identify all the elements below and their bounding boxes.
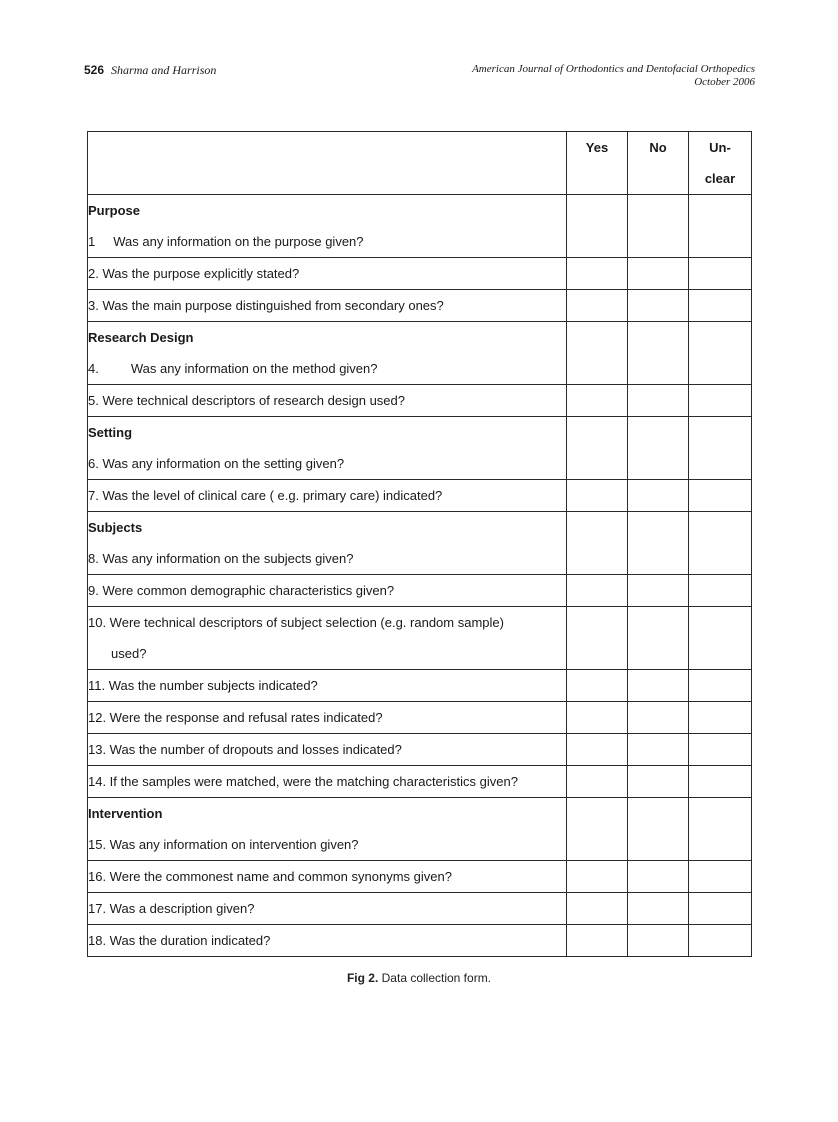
question-1: 1 Was any information on the purpose given? — [88, 234, 364, 249]
question-11: 11. Was the number subjects indicated? — [88, 678, 318, 693]
figure-label: Fig 2. — [346, 971, 379, 985]
question-cell — [88, 798, 567, 861]
issue-date: October 2006 — [694, 76, 755, 88]
table-row — [88, 575, 752, 607]
yes-checkbox-cell[interactable] — [567, 702, 628, 734]
no-checkbox-cell[interactable] — [628, 512, 689, 575]
question-cell — [88, 893, 567, 925]
question-cell — [88, 766, 567, 798]
section-heading-intervention: Intervention — [88, 806, 163, 821]
table-row — [88, 925, 752, 957]
yes-checkbox-cell[interactable] — [567, 766, 628, 798]
question-cell — [88, 290, 567, 322]
table-row — [88, 670, 752, 702]
table-row — [88, 893, 752, 925]
no-checkbox-cell[interactable] — [628, 258, 689, 290]
unclear-checkbox-cell[interactable] — [689, 798, 752, 861]
journal-title: American Journal of Orthodontics and Dentofacial Orthopedics — [472, 63, 755, 75]
running-header-left — [84, 63, 216, 78]
no-checkbox-cell[interactable] — [628, 290, 689, 322]
question-column-header — [88, 132, 567, 195]
no-column-header: No — [628, 132, 689, 195]
yes-checkbox-cell[interactable] — [567, 480, 628, 512]
question-12: 12. Were the response and refusal rates indicated? — [88, 710, 383, 725]
unclear-checkbox-cell[interactable] — [689, 480, 752, 512]
unclear-checkbox-cell[interactable] — [689, 893, 752, 925]
question-10-line1: 10. Were technical descriptors of subject selection (e.g. random sample) — [88, 615, 504, 630]
unclear-label-line2: clear — [704, 171, 736, 186]
unclear-checkbox-cell[interactable] — [689, 195, 752, 258]
table-row — [88, 258, 752, 290]
no-checkbox-cell[interactable] — [628, 195, 689, 258]
no-checkbox-cell[interactable] — [628, 734, 689, 766]
question-6: 6. Was any information on the setting given? — [88, 456, 345, 471]
question-7: 7. Was the level of clinical care ( e.g. primary care) indicated? — [88, 488, 443, 503]
yes-checkbox-cell[interactable] — [567, 893, 628, 925]
data-collection-form-table — [87, 131, 752, 957]
yes-checkbox-cell[interactable] — [567, 861, 628, 893]
question-cell — [88, 575, 567, 607]
question-13: 13. Was the number of dropouts and losses indicated? — [88, 742, 402, 757]
no-checkbox-cell[interactable] — [628, 322, 689, 385]
table-row — [88, 385, 752, 417]
unclear-checkbox-cell[interactable] — [689, 925, 752, 957]
yes-checkbox-cell[interactable] — [567, 322, 628, 385]
question-cell — [88, 258, 567, 290]
question-cell — [88, 417, 567, 480]
yes-checkbox-cell[interactable] — [567, 258, 628, 290]
question-9: 9. Were common demographic characteristics given? — [88, 583, 395, 598]
question-18: 18. Was the duration indicated? — [88, 933, 271, 948]
unclear-checkbox-cell[interactable] — [689, 417, 752, 480]
question-cell — [88, 607, 567, 670]
no-checkbox-cell[interactable] — [628, 893, 689, 925]
table-row — [88, 195, 752, 258]
table-row — [88, 798, 752, 861]
no-checkbox-cell[interactable] — [628, 702, 689, 734]
question-cell — [88, 925, 567, 957]
unclear-checkbox-cell[interactable] — [689, 322, 752, 385]
yes-checkbox-cell[interactable] — [567, 417, 628, 480]
section-heading-research-design: Research Design — [88, 330, 194, 345]
question-3: 3. Was the main purpose distinguished from secondary ones? — [88, 298, 444, 313]
unclear-checkbox-cell[interactable] — [689, 861, 752, 893]
question-cell — [88, 861, 567, 893]
unclear-checkbox-cell[interactable] — [689, 290, 752, 322]
yes-checkbox-cell[interactable] — [567, 670, 628, 702]
unclear-label-line1: Un- — [709, 140, 731, 155]
question-4: 4. Was any information on the method given? — [88, 361, 378, 376]
unclear-column-header — [689, 132, 752, 195]
question-2: 2. Was the purpose explicitly stated? — [88, 266, 300, 281]
table-row — [88, 766, 752, 798]
no-checkbox-cell[interactable] — [628, 670, 689, 702]
yes-checkbox-cell[interactable] — [567, 512, 628, 575]
no-checkbox-cell[interactable] — [628, 766, 689, 798]
no-checkbox-cell[interactable] — [628, 480, 689, 512]
running-header-right — [472, 63, 755, 89]
figure-caption-text: Data collection form. — [381, 971, 492, 985]
table-row — [88, 734, 752, 766]
unclear-checkbox-cell[interactable] — [689, 670, 752, 702]
no-checkbox-cell[interactable] — [628, 861, 689, 893]
table-header-row — [88, 132, 752, 195]
unclear-checkbox-cell[interactable] — [689, 575, 752, 607]
table-row — [88, 702, 752, 734]
yes-checkbox-cell[interactable] — [567, 925, 628, 957]
question-cell — [88, 322, 567, 385]
question-cell — [88, 702, 567, 734]
question-cell — [88, 512, 567, 575]
table-row — [88, 512, 752, 575]
unclear-checkbox-cell[interactable] — [689, 766, 752, 798]
question-15: 15. Was any information on intervention given? — [88, 837, 359, 852]
no-checkbox-cell[interactable] — [628, 607, 689, 670]
question-17: 17. Was a description given? — [88, 901, 255, 916]
question-cell — [88, 480, 567, 512]
question-10-line2: used? — [111, 646, 147, 661]
table-row — [88, 861, 752, 893]
unclear-checkbox-cell[interactable] — [689, 734, 752, 766]
yes-checkbox-cell[interactable] — [567, 734, 628, 766]
no-checkbox-cell[interactable] — [628, 417, 689, 480]
question-8: 8. Was any information on the subjects given? — [88, 551, 354, 566]
running-authors: Sharma and Harrison — [111, 63, 217, 77]
yes-checkbox-cell[interactable] — [567, 798, 628, 861]
table-row — [88, 607, 752, 670]
yes-checkbox-cell[interactable] — [567, 290, 628, 322]
table-row — [88, 417, 752, 480]
table-row — [88, 290, 752, 322]
question-cell — [88, 385, 567, 417]
yes-checkbox-cell[interactable] — [567, 385, 628, 417]
yes-checkbox-cell[interactable] — [567, 575, 628, 607]
section-heading-purpose: Purpose — [88, 203, 141, 218]
table-row — [88, 322, 752, 385]
question-16: 16. Were the commonest name and common synonyms given? — [88, 869, 452, 884]
unclear-checkbox-cell[interactable] — [689, 258, 752, 290]
figure-caption — [0, 971, 838, 985]
no-checkbox-cell[interactable] — [628, 925, 689, 957]
no-checkbox-cell[interactable] — [628, 798, 689, 861]
yes-checkbox-cell[interactable] — [567, 195, 628, 258]
no-checkbox-cell[interactable] — [628, 575, 689, 607]
no-checkbox-cell[interactable] — [628, 385, 689, 417]
unclear-checkbox-cell[interactable] — [689, 385, 752, 417]
table-row — [88, 480, 752, 512]
unclear-checkbox-cell[interactable] — [689, 702, 752, 734]
yes-column-header: Yes — [567, 132, 628, 195]
question-cell — [88, 734, 567, 766]
section-heading-subjects: Subjects — [88, 520, 143, 535]
question-14: 14. If the samples were matched, were the matching characteristics given? — [88, 774, 518, 789]
question-5: 5. Were technical descriptors of research design used? — [88, 393, 405, 408]
yes-checkbox-cell[interactable] — [567, 607, 628, 670]
unclear-checkbox-cell[interactable] — [689, 512, 752, 575]
page-number: 526 — [84, 63, 105, 77]
question-cell — [88, 670, 567, 702]
section-heading-setting: Setting — [88, 425, 133, 440]
question-cell — [88, 195, 567, 258]
unclear-checkbox-cell[interactable] — [689, 607, 752, 670]
